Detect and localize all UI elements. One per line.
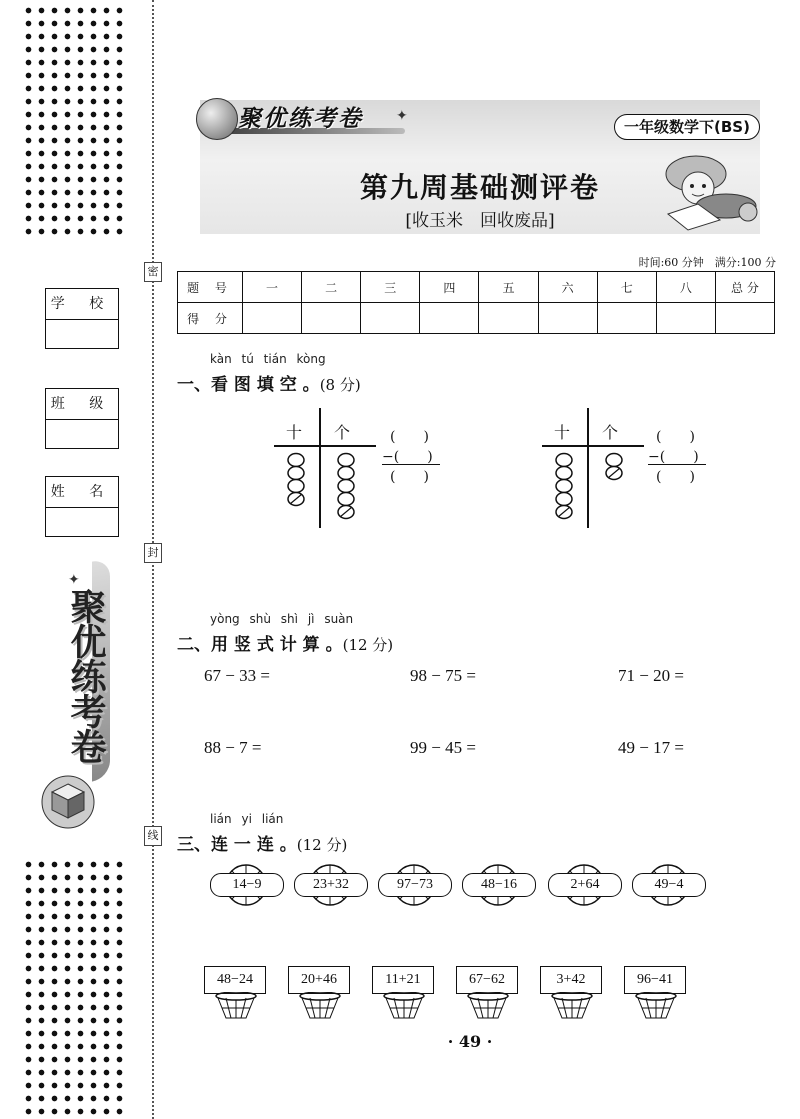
- pinyin-syllable: yòng: [210, 612, 240, 626]
- brand-star-icon: ✦: [396, 108, 408, 124]
- score-table-score-row: [178, 303, 775, 334]
- basketball-expression: 14−9: [210, 873, 284, 897]
- score-table-cell: 一: [243, 272, 302, 303]
- score-table-cell: 八: [656, 272, 715, 303]
- score-cell[interactable]: [420, 303, 479, 334]
- abacus-bead: [338, 454, 354, 467]
- hoop-net-icon: [382, 992, 426, 1022]
- score-table-header-row: [178, 272, 775, 303]
- tens-beads: [554, 452, 574, 532]
- score-cell[interactable]: [302, 303, 361, 334]
- basketball-card[interactable]: [208, 864, 284, 920]
- hoop-net-icon: [634, 992, 678, 1022]
- basketball-expression: 2+64: [548, 873, 622, 897]
- brand-logo: 聚优练考卷: [238, 106, 363, 132]
- section3-heading: [177, 830, 347, 855]
- answer-underline: [648, 464, 706, 465]
- score-cell[interactable]: [656, 303, 715, 334]
- tens-label: 十: [286, 423, 303, 442]
- pinyin-syllable: tián: [263, 352, 287, 366]
- tens-beads: [286, 452, 306, 532]
- abacus-bead: [606, 454, 622, 467]
- pinyin-syllable: suàn: [324, 612, 354, 626]
- subtraction-problem: 99 − 45 =: [410, 738, 476, 757]
- class-label: 班 级: [46, 389, 118, 420]
- ones-label: 个: [602, 423, 619, 442]
- score-table-cell: 题 号: [178, 272, 243, 303]
- hoop-expression: 20+46: [288, 966, 350, 994]
- section2-heading: [177, 630, 393, 655]
- score-table-cell: 五: [479, 272, 538, 303]
- pinyin-syllable: kàn: [210, 352, 232, 366]
- page-subtitle: [收玉米 回收废品]: [405, 211, 555, 231]
- abacus-bead: [556, 480, 572, 493]
- hoop-expression: 67−62: [456, 966, 518, 994]
- basketball-expression: 23+32: [294, 873, 368, 897]
- binding-mark-feng: 封: [144, 543, 162, 563]
- page-title: 第九周基础测评卷: [359, 171, 600, 204]
- basketball-card[interactable]: [630, 864, 706, 920]
- abacus-bead: [288, 454, 304, 467]
- school-field[interactable]: [45, 288, 119, 349]
- pinyin-syllable: shì: [280, 612, 298, 626]
- answer-slot[interactable]: ( ): [390, 429, 429, 445]
- binding-dots-bottom: [22, 858, 126, 1116]
- ones-label: 个: [334, 423, 351, 442]
- subtraction-problem: 67 − 33 =: [204, 666, 270, 685]
- abacus-diagram-2: [540, 406, 720, 530]
- brand-cube-icon: [196, 98, 238, 140]
- abacus-bead: [556, 493, 572, 506]
- score-cell[interactable]: [715, 303, 774, 334]
- score-table-cell: 三: [361, 272, 420, 303]
- abacus-bead: [338, 480, 354, 493]
- section2-pinyin: [210, 612, 353, 626]
- section2-points: (12 分): [342, 636, 394, 654]
- score-table-cell: 二: [302, 272, 361, 303]
- score-cell[interactable]: [479, 303, 538, 334]
- subtraction-problem: 88 − 7 =: [204, 738, 262, 757]
- section2-title: 二、用 竖 式 计 算 。: [177, 635, 343, 655]
- subtraction-problem: 49 − 17 =: [618, 738, 684, 757]
- pinyin-syllable: shù: [249, 612, 271, 626]
- answer-slot[interactable]: ( ): [656, 469, 695, 485]
- answer-slot[interactable]: ( ): [390, 469, 429, 485]
- score-table-cell: 七: [597, 272, 656, 303]
- hoop-net-icon: [466, 992, 510, 1022]
- abacus-bead: [556, 467, 572, 480]
- hoop-expression: 3+42: [540, 966, 602, 994]
- hoop-expression: 96−41: [624, 966, 686, 994]
- basketball-hoop-card[interactable]: [624, 966, 688, 1030]
- abacus-bead: [338, 493, 354, 506]
- basketball-hoop-card[interactable]: [372, 966, 436, 1030]
- score-table-cell: 总 分: [715, 272, 774, 303]
- section1-pinyin: [210, 352, 326, 366]
- basketball-hoop-card[interactable]: [540, 966, 604, 1030]
- score-table-cell: 四: [420, 272, 479, 303]
- hoop-expression: 48−24: [204, 966, 266, 994]
- class-input-area[interactable]: [46, 420, 118, 448]
- name-label: 姓 名: [46, 477, 118, 508]
- basketball-hoop-card[interactable]: [204, 966, 268, 1030]
- section1-title: 一、看 图 填 空 。: [177, 375, 320, 395]
- answer-underline: [382, 464, 440, 465]
- answer-slot[interactable]: −( ): [382, 449, 433, 465]
- time-and-score-info: 时间:60 分钟 满分:100 分: [638, 256, 776, 269]
- abacus-bead: [288, 480, 304, 493]
- score-cell[interactable]: [597, 303, 656, 334]
- abacus-diagram-1: [272, 406, 452, 530]
- page-number: · 49 ·: [447, 1032, 493, 1051]
- section1-points: (8 分): [319, 376, 361, 394]
- basketball-card[interactable]: [376, 864, 452, 920]
- school-label: 学 校: [46, 289, 118, 320]
- score-cell[interactable]: [361, 303, 420, 334]
- section3-points: (12 分): [296, 836, 348, 854]
- basketball-expression: 49−4: [632, 873, 706, 897]
- basketball-card[interactable]: [460, 864, 536, 920]
- binding-mark-mi: 密: [144, 262, 162, 282]
- pinyin-syllable: jì: [307, 612, 315, 626]
- score-cell[interactable]: [243, 303, 302, 334]
- name-field[interactable]: [45, 476, 119, 537]
- ones-beads: [336, 452, 356, 532]
- basketball-card[interactable]: [292, 864, 368, 920]
- hoop-net-icon: [298, 992, 342, 1022]
- subtraction-problem: 98 − 75 =: [410, 666, 476, 685]
- abacus-bead: [338, 467, 354, 480]
- answer-slot[interactable]: ( ): [656, 429, 695, 445]
- basketball-expression: 48−16: [462, 873, 536, 897]
- score-table: [177, 271, 775, 334]
- pinyin-syllable: tú: [241, 352, 254, 366]
- score-table-cell: 六: [538, 272, 597, 303]
- grade-badge: 一年级数学下(BS): [614, 114, 760, 140]
- score-cell[interactable]: [538, 303, 597, 334]
- abacus-bead: [556, 454, 572, 467]
- basketball-card[interactable]: [546, 864, 622, 920]
- binding-mark-xian: 线: [144, 826, 162, 846]
- answer-slot[interactable]: −( ): [648, 449, 699, 465]
- subtraction-problem: 71 − 20 =: [618, 666, 684, 685]
- hoop-net-icon: [214, 992, 258, 1022]
- section1-heading: [177, 370, 361, 395]
- section3-pinyin: [210, 812, 283, 826]
- pinyin-syllable: yi: [241, 812, 252, 826]
- pinyin-syllable: lián: [210, 812, 232, 826]
- name-input-area[interactable]: [46, 508, 118, 536]
- ones-beads: [604, 452, 624, 532]
- score-row-label: 得 分: [178, 303, 243, 334]
- hoop-expression: 11+21: [372, 966, 434, 994]
- section3-title: 三、连 一 连 。: [177, 835, 297, 855]
- school-input-area[interactable]: [46, 320, 118, 348]
- pinyin-syllable: lián: [261, 812, 284, 826]
- basketball-hoop-card[interactable]: [456, 966, 520, 1030]
- vertical-brand-cube-icon: [40, 774, 96, 830]
- basketball-expression: 97−73: [378, 873, 452, 897]
- reading-girl-illustration-icon: [648, 150, 760, 232]
- vertical-brand-logo: 聚优练考卷: [65, 588, 106, 763]
- tens-label: 十: [554, 423, 571, 442]
- vertical-brand-star-icon: ✦: [68, 572, 80, 588]
- binding-dots-top: [22, 4, 126, 240]
- basketball-hoop-card[interactable]: [288, 966, 352, 1030]
- abacus-bead: [288, 467, 304, 480]
- hoop-net-icon: [550, 992, 594, 1022]
- pinyin-syllable: kòng: [296, 352, 326, 366]
- class-field[interactable]: [45, 388, 119, 449]
